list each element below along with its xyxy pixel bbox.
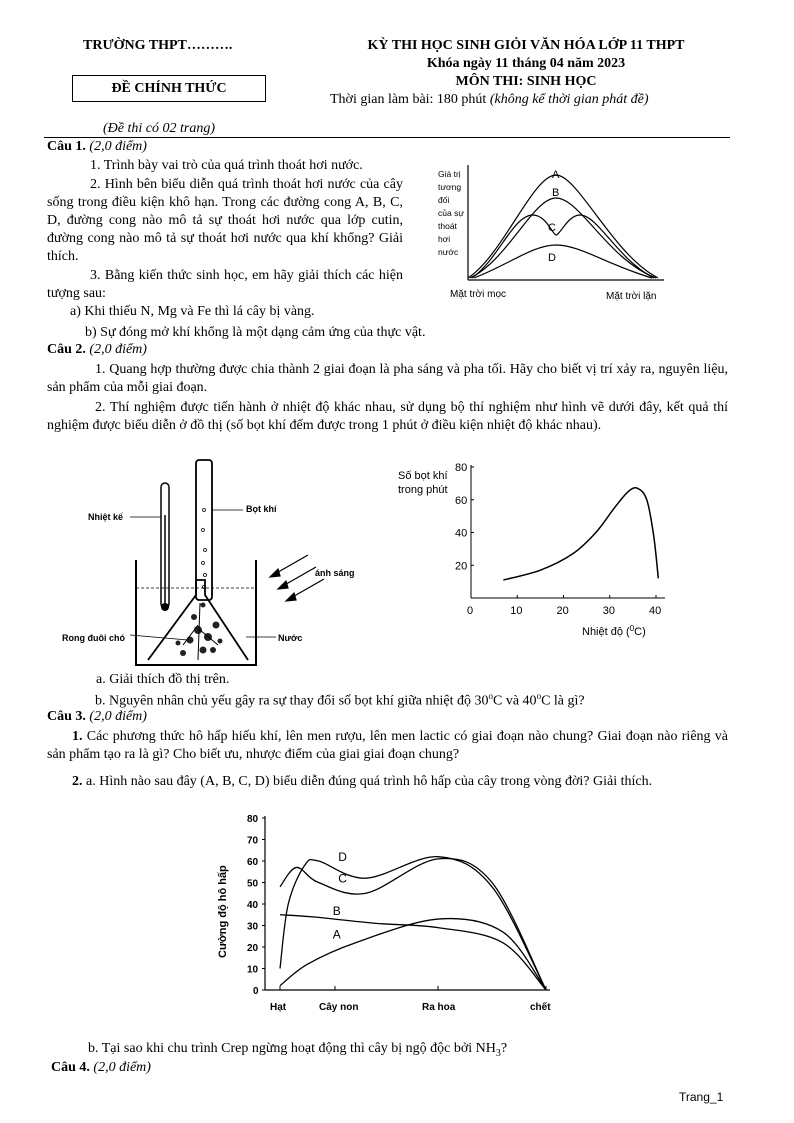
bubble-series-line <box>503 488 658 580</box>
q3-b-sub: 3 <box>495 1047 501 1059</box>
resp-y-tick: 60 <box>247 857 259 868</box>
curve-label-a: A <box>552 169 560 181</box>
header-rule <box>44 137 730 138</box>
q3-p2-text: a. Hình nào sau đây (A, B, C, D) biểu diễn đúng quá trình hô hấp của cây trong vòng đời? Giải thích. <box>82 774 653 789</box>
exam-title: KỲ THI HỌC SINH GIỎI VĂN HÓA LỚP 11 THPT <box>367 38 685 53</box>
q3-item-1 <box>47 728 728 764</box>
q3-item-2b <box>88 1041 507 1059</box>
label-plant: Rong đuôi chó <box>62 633 125 643</box>
bubble-xlabel: Nhiệt độ ($^0$C) <box>582 624 646 638</box>
q2-heading <box>47 342 147 358</box>
q1-heading <box>47 139 147 155</box>
q1-points: (2,0 điểm) <box>85 139 147 154</box>
label-water: Nước <box>278 633 303 643</box>
transpiration-ylabel-3: đối <box>438 195 450 205</box>
bubble-y-tick: 60 <box>455 494 468 507</box>
resp-x-tick: Ra hoa <box>422 1002 456 1013</box>
resp-y-tick: 10 <box>247 964 259 976</box>
q4-heading <box>51 1060 151 1076</box>
curve-d <box>474 245 652 278</box>
curve-label-b: B <box>552 187 560 199</box>
curve-b <box>470 198 656 278</box>
q3-p1-num: 1. <box>72 729 83 744</box>
resp-series-label-c: C <box>338 871 347 886</box>
respiration-chart <box>210 808 580 1020</box>
q3-p2-num: 2. <box>72 774 83 789</box>
q2-item-2: 2. Thí nghiệm được tiến hành ở nhiệt độ khác nhau, sử dụng bộ thí nghiệm như hình vẽ dưới đây, kết quả thí nghiệm được biểu diễn ở đồ thị (số bọt khí đếm được trong 1 phút ở điều kiện nhiệt độ khác nhau). <box>47 400 728 433</box>
x-label-sunset: Mặt trời lặn <box>606 291 657 302</box>
bubble-y-tick: 80 <box>455 462 468 474</box>
resp-y-tick: 80 <box>247 814 259 825</box>
resp-y-tick: 40 <box>247 900 259 911</box>
experiment-apparatus <box>58 455 378 670</box>
q4-title: Câu 4. <box>51 1060 90 1075</box>
q3-p1-text: Các phương thức hô hấp hiếu khí, lên men rượu, lên men lactic có giai đoạn nào chung? Giai đoạn nào riêng và sản phẩm tạo ra là gì? Cho biết ưu, nhược điểm của giai giai đoạn chung? <box>47 729 728 762</box>
bubble-x-tick: 30 <box>602 605 615 617</box>
q2-item-2a: a. Giải thích đồ thị trên. <box>96 672 230 687</box>
resp-ylabel: Cường độ hô hấp <box>217 865 229 958</box>
q3-points: (2,0 điểm) <box>85 709 147 724</box>
curve-label-d: D <box>548 252 556 264</box>
bubble-x-tick: 20 <box>556 605 569 617</box>
q1-item-2: 2. Hình bên biểu diễn quá trình thoát hơi nước của cây sống trong điều kiện khô hạn. Trong các đường cong A, B, C, D, đường cong nào mô tả sự thoát hơi nước qua lớp cutin, đường cong nào mô tả sự thoát hơi nước qua khí khổng? Giải thích. <box>47 177 403 264</box>
q1-item-3: 3. Bằng kiến thức sinh học, em hãy giải thích các hiện tượng sau: <box>47 268 403 301</box>
q4-points: (2,0 điểm) <box>89 1060 151 1075</box>
bubble-x-tick: 40 <box>649 605 662 617</box>
bubble-x-tick: 0 <box>467 605 474 617</box>
resp-y-tick: 30 <box>247 921 259 933</box>
bubble-y-tick: 40 <box>455 527 468 540</box>
q3-b-pre: b. Tại sao khi chu trình Crep ngừng hoạt động thì cây bị ngộ độc bởi NH <box>88 1041 496 1056</box>
q3-item-2 <box>47 773 728 791</box>
resp-series-label-a: A <box>332 927 341 942</box>
bubble-ylabel-1: Số bọt khí <box>398 470 448 482</box>
exam-date: Khóa ngày 11 tháng 04 năm 2023 <box>426 56 626 71</box>
bubble-ylabel-2: trong phút <box>398 484 448 496</box>
resp-series-a <box>280 919 546 990</box>
test-tube <box>196 460 212 600</box>
q2-b-post: C là gì? <box>541 693 585 709</box>
resp-y-tick: 0 <box>253 986 259 997</box>
resp-y-tick: 50 <box>247 878 259 890</box>
x-label-sunrise: Mặt trời mọc <box>450 289 507 300</box>
transpiration-ylabel-1: Giá trị <box>438 169 461 179</box>
transpiration-ylabel-5: thoát <box>438 221 457 231</box>
q1-item-3b: b) Sự đóng mở khí khổng là một dạng cảm ứng của thực vật. <box>85 325 426 340</box>
q1-item-1: 1. Trình bày vai trò của quá trình thoát hơi nước. <box>90 158 363 173</box>
page-count-note: (Đề thi có 02 trang) <box>103 121 215 136</box>
q2-title: Câu 2. <box>47 342 86 357</box>
q2-b-sup2: o <box>536 691 542 701</box>
resp-y-tick: 20 <box>247 943 259 954</box>
time-note: (không kể thời gian phát đề) <box>489 92 649 107</box>
transpiration-ylabel-6: hơi <box>438 234 451 244</box>
official-exam-box: ĐỀ CHÍNH THỨC <box>72 75 266 102</box>
transpiration-ylabel-4: của sự <box>438 208 465 218</box>
transpiration-ylabel-7: nước <box>438 247 459 257</box>
label-bubbles: Bọt khí <box>246 504 277 514</box>
time-main: Thời gian làm bài: 180 phút <box>330 92 490 107</box>
resp-series-label-d: D <box>338 850 347 864</box>
resp-series-label-b: B <box>332 903 341 918</box>
resp-y-tick: 70 <box>247 835 259 847</box>
bubble-y-tick: 20 <box>455 560 468 573</box>
resp-series-b <box>280 915 546 990</box>
resp-x-tick: chết <box>530 1002 551 1013</box>
curve-label-c: C <box>548 222 556 234</box>
resp-x-tick: Hạt <box>270 1002 287 1013</box>
q2-b-mid: C và 40 <box>493 693 537 709</box>
transpiration-figure <box>408 160 708 310</box>
exam-time <box>330 92 649 108</box>
bubble-x-tick: 10 <box>510 605 523 617</box>
q3-heading <box>47 709 147 725</box>
q3-title: Câu 3. <box>47 709 86 724</box>
q1-item-3a: a) Khi thiếu N, Mg và Fe thì lá cây bị vàng. <box>70 304 315 319</box>
q2-item-1: 1. Quang hợp thường được chia thành 2 giai đoạn là pha sáng và pha tối. Hãy cho biết vị trí xảy ra, nguyên liệu, sản phẩm của mỗi giai đoạn. <box>47 362 728 395</box>
page-number: Trang_1 <box>679 1090 724 1104</box>
exam-subject: MÔN THI: SINH HỌC <box>455 74 597 89</box>
label-light: ánh sáng <box>315 568 355 578</box>
resp-x-tick: Cây non <box>319 1002 359 1013</box>
q2-b-sup1: o <box>488 691 493 701</box>
bubble-count-chart <box>390 455 690 645</box>
school-name: TRƯỜNG THPT………. <box>83 38 233 53</box>
q3-b-post: ? <box>500 1041 508 1056</box>
label-thermometer: Nhiệt kế <box>88 512 124 522</box>
q2-b-pre: b. Nguyên nhân chủ yếu gây ra sự thay đổi số bọt khí giữa nhiệt độ 30 <box>95 693 489 709</box>
q2-points: (2,0 điểm) <box>85 342 147 357</box>
transpiration-ylabel-2: tương <box>438 182 462 192</box>
q1-title: Câu 1. <box>47 139 86 154</box>
q2-item-2b <box>95 691 585 710</box>
